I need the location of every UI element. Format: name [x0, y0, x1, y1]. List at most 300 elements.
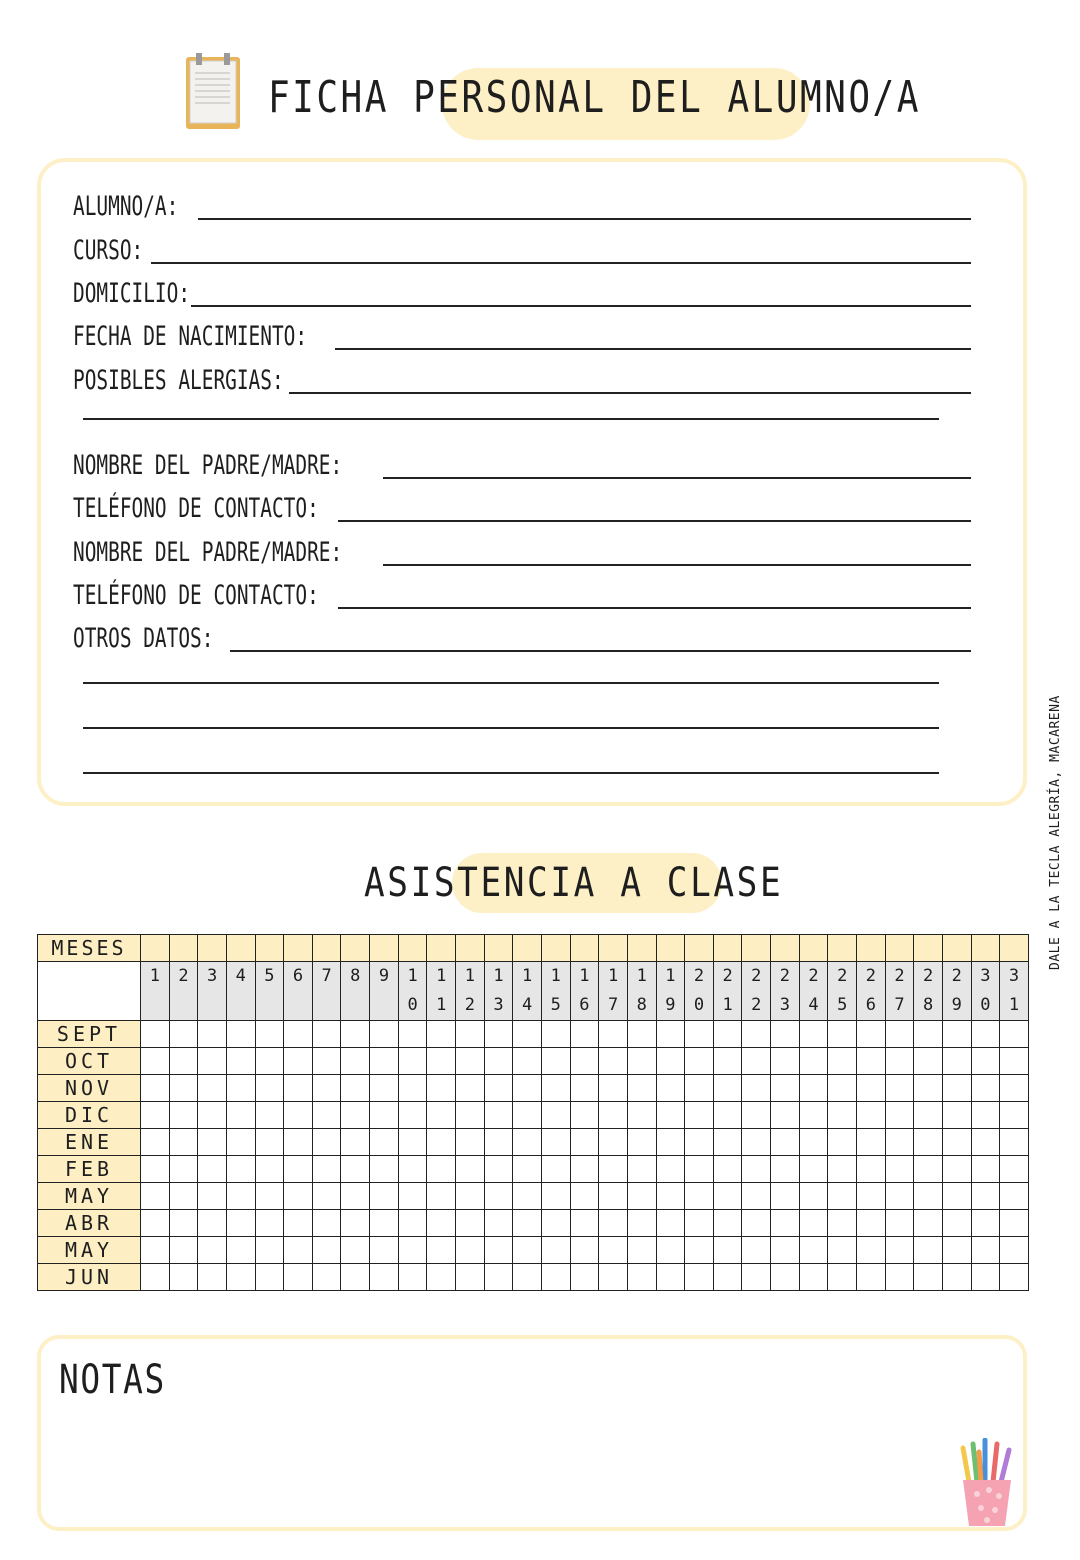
attendance-cell[interactable]: [971, 1264, 1000, 1291]
attendance-cell[interactable]: [284, 1264, 313, 1291]
attendance-cell[interactable]: [255, 1237, 284, 1264]
attendance-cell[interactable]: [255, 1048, 284, 1075]
attendance-cell[interactable]: [914, 1156, 943, 1183]
attendance-cell[interactable]: [427, 1183, 456, 1210]
attendance-cell[interactable]: [284, 1102, 313, 1129]
attendance-cell[interactable]: [627, 1264, 656, 1291]
attendance-cell[interactable]: [570, 1264, 599, 1291]
attendance-cell[interactable]: [226, 1156, 255, 1183]
attendance-cell[interactable]: [284, 1021, 313, 1048]
attendance-cell[interactable]: [885, 1048, 914, 1075]
attendance-cell[interactable]: [198, 1210, 227, 1237]
attendance-cell[interactable]: [971, 1129, 1000, 1156]
attendance-cell[interactable]: [828, 1021, 857, 1048]
field-line[interactable]: [383, 564, 971, 566]
attendance-cell[interactable]: [541, 1210, 570, 1237]
attendance-cell[interactable]: [828, 1075, 857, 1102]
attendance-cell[interactable]: [627, 1102, 656, 1129]
attendance-cell[interactable]: [742, 1129, 771, 1156]
attendance-cell[interactable]: [255, 1210, 284, 1237]
attendance-cell[interactable]: [713, 1102, 742, 1129]
attendance-cell[interactable]: [971, 1210, 1000, 1237]
attendance-cell[interactable]: [513, 1264, 542, 1291]
attendance-cell[interactable]: [1000, 1156, 1029, 1183]
attendance-cell[interactable]: [513, 1075, 542, 1102]
attendance-cell[interactable]: [742, 1021, 771, 1048]
attendance-cell[interactable]: [656, 1156, 685, 1183]
attendance-cell[interactable]: [370, 1129, 399, 1156]
attendance-cell[interactable]: [685, 1102, 714, 1129]
attendance-cell[interactable]: [885, 1183, 914, 1210]
attendance-cell[interactable]: [541, 1048, 570, 1075]
attendance-cell[interactable]: [198, 1156, 227, 1183]
attendance-cell[interactable]: [857, 1210, 886, 1237]
attendance-cell[interactable]: [570, 1156, 599, 1183]
attendance-cell[interactable]: [1000, 1048, 1029, 1075]
attendance-cell[interactable]: [914, 1264, 943, 1291]
attendance-cell[interactable]: [226, 1102, 255, 1129]
attendance-cell[interactable]: [885, 1210, 914, 1237]
attendance-cell[interactable]: [742, 1183, 771, 1210]
attendance-cell[interactable]: [1000, 1129, 1029, 1156]
attendance-cell[interactable]: [513, 1129, 542, 1156]
attendance-cell[interactable]: [427, 1237, 456, 1264]
attendance-cell[interactable]: [828, 1210, 857, 1237]
attendance-cell[interactable]: [771, 1156, 800, 1183]
attendance-cell[interactable]: [570, 1102, 599, 1129]
attendance-cell[interactable]: [599, 1129, 628, 1156]
attendance-cell[interactable]: [226, 1021, 255, 1048]
attendance-cell[interactable]: [398, 1183, 427, 1210]
attendance-cell[interactable]: [427, 1264, 456, 1291]
attendance-cell[interactable]: [370, 1210, 399, 1237]
attendance-cell[interactable]: [771, 1075, 800, 1102]
attendance-cell[interactable]: [341, 1048, 370, 1075]
blank-line[interactable]: [83, 772, 939, 774]
attendance-cell[interactable]: [484, 1102, 513, 1129]
attendance-cell[interactable]: [541, 1102, 570, 1129]
attendance-cell[interactable]: [656, 1048, 685, 1075]
attendance-cell[interactable]: [484, 1048, 513, 1075]
attendance-cell[interactable]: [226, 1237, 255, 1264]
attendance-cell[interactable]: [742, 1102, 771, 1129]
field-line[interactable]: [198, 218, 971, 220]
attendance-cell[interactable]: [685, 1237, 714, 1264]
attendance-cell[interactable]: [627, 1021, 656, 1048]
attendance-cell[interactable]: [427, 1075, 456, 1102]
field-line[interactable]: [230, 650, 971, 652]
attendance-cell[interactable]: [885, 1237, 914, 1264]
attendance-cell[interactable]: [713, 1156, 742, 1183]
attendance-cell[interactable]: [484, 1129, 513, 1156]
attendance-cell[interactable]: [885, 1021, 914, 1048]
attendance-cell[interactable]: [857, 1102, 886, 1129]
attendance-cell[interactable]: [284, 1048, 313, 1075]
attendance-cell[interactable]: [742, 1048, 771, 1075]
attendance-cell[interactable]: [914, 1183, 943, 1210]
attendance-cell[interactable]: [656, 1102, 685, 1129]
attendance-cell[interactable]: [312, 1237, 341, 1264]
attendance-cell[interactable]: [484, 1210, 513, 1237]
attendance-cell[interactable]: [456, 1237, 485, 1264]
attendance-cell[interactable]: [942, 1075, 971, 1102]
attendance-cell[interactable]: [713, 1183, 742, 1210]
attendance-cell[interactable]: [685, 1183, 714, 1210]
attendance-cell[interactable]: [599, 1021, 628, 1048]
attendance-cell[interactable]: [255, 1156, 284, 1183]
attendance-cell[interactable]: [456, 1075, 485, 1102]
attendance-cell[interactable]: [198, 1264, 227, 1291]
attendance-cell[interactable]: [627, 1129, 656, 1156]
blank-line[interactable]: [83, 418, 939, 420]
attendance-cell[interactable]: [713, 1210, 742, 1237]
attendance-cell[interactable]: [742, 1237, 771, 1264]
attendance-cell[interactable]: [541, 1075, 570, 1102]
attendance-cell[interactable]: [771, 1129, 800, 1156]
attendance-cell[interactable]: [427, 1156, 456, 1183]
attendance-cell[interactable]: [513, 1156, 542, 1183]
attendance-cell[interactable]: [570, 1237, 599, 1264]
attendance-cell[interactable]: [627, 1075, 656, 1102]
attendance-cell[interactable]: [312, 1156, 341, 1183]
attendance-cell[interactable]: [971, 1102, 1000, 1129]
attendance-cell[interactable]: [456, 1183, 485, 1210]
attendance-cell[interactable]: [914, 1129, 943, 1156]
attendance-cell[interactable]: [169, 1102, 198, 1129]
attendance-cell[interactable]: [427, 1129, 456, 1156]
field-line[interactable]: [191, 305, 971, 307]
attendance-cell[interactable]: [541, 1264, 570, 1291]
attendance-cell[interactable]: [799, 1129, 828, 1156]
attendance-cell[interactable]: [398, 1129, 427, 1156]
attendance-cell[interactable]: [284, 1129, 313, 1156]
attendance-cell[interactable]: [370, 1237, 399, 1264]
attendance-cell[interactable]: [685, 1156, 714, 1183]
attendance-cell[interactable]: [942, 1129, 971, 1156]
attendance-cell[interactable]: [599, 1183, 628, 1210]
attendance-cell[interactable]: [456, 1156, 485, 1183]
attendance-cell[interactable]: [541, 1129, 570, 1156]
attendance-cell[interactable]: [141, 1129, 170, 1156]
attendance-cell[interactable]: [771, 1048, 800, 1075]
notes-box[interactable]: [37, 1335, 1027, 1531]
attendance-cell[interactable]: [312, 1129, 341, 1156]
attendance-cell[interactable]: [198, 1048, 227, 1075]
attendance-cell[interactable]: [942, 1021, 971, 1048]
attendance-cell[interactable]: [398, 1102, 427, 1129]
attendance-cell[interactable]: [169, 1156, 198, 1183]
attendance-cell[interactable]: [656, 1129, 685, 1156]
attendance-cell[interactable]: [198, 1102, 227, 1129]
attendance-cell[interactable]: [857, 1237, 886, 1264]
attendance-cell[interactable]: [284, 1210, 313, 1237]
field-line[interactable]: [335, 348, 971, 350]
attendance-cell[interactable]: [857, 1021, 886, 1048]
attendance-cell[interactable]: [255, 1102, 284, 1129]
attendance-cell[interactable]: [914, 1237, 943, 1264]
attendance-cell[interactable]: [484, 1156, 513, 1183]
attendance-cell[interactable]: [398, 1048, 427, 1075]
attendance-cell[interactable]: [1000, 1183, 1029, 1210]
attendance-cell[interactable]: [971, 1183, 1000, 1210]
attendance-cell[interactable]: [169, 1210, 198, 1237]
attendance-cell[interactable]: [1000, 1210, 1029, 1237]
attendance-cell[interactable]: [169, 1048, 198, 1075]
attendance-cell[interactable]: [255, 1264, 284, 1291]
attendance-cell[interactable]: [427, 1102, 456, 1129]
attendance-cell[interactable]: [914, 1075, 943, 1102]
attendance-cell[interactable]: [885, 1129, 914, 1156]
attendance-cell[interactable]: [1000, 1102, 1029, 1129]
attendance-cell[interactable]: [971, 1156, 1000, 1183]
attendance-cell[interactable]: [857, 1048, 886, 1075]
attendance-cell[interactable]: [484, 1075, 513, 1102]
attendance-cell[interactable]: [942, 1156, 971, 1183]
attendance-cell[interactable]: [885, 1156, 914, 1183]
attendance-cell[interactable]: [857, 1183, 886, 1210]
attendance-cell[interactable]: [541, 1183, 570, 1210]
attendance-cell[interactable]: [713, 1237, 742, 1264]
attendance-cell[interactable]: [570, 1021, 599, 1048]
attendance-cell[interactable]: [284, 1183, 313, 1210]
attendance-cell[interactable]: [341, 1264, 370, 1291]
attendance-cell[interactable]: [971, 1237, 1000, 1264]
attendance-cell[interactable]: [169, 1021, 198, 1048]
attendance-cell[interactable]: [771, 1183, 800, 1210]
attendance-cell[interactable]: [513, 1237, 542, 1264]
attendance-cell[interactable]: [341, 1210, 370, 1237]
attendance-cell[interactable]: [914, 1021, 943, 1048]
field-line[interactable]: [151, 262, 971, 264]
attendance-cell[interactable]: [771, 1210, 800, 1237]
attendance-cell[interactable]: [627, 1210, 656, 1237]
attendance-cell[interactable]: [312, 1075, 341, 1102]
attendance-cell[interactable]: [627, 1183, 656, 1210]
attendance-cell[interactable]: [713, 1075, 742, 1102]
attendance-cell[interactable]: [828, 1129, 857, 1156]
attendance-cell[interactable]: [169, 1183, 198, 1210]
attendance-cell[interactable]: [971, 1075, 1000, 1102]
attendance-cell[interactable]: [341, 1183, 370, 1210]
attendance-cell[interactable]: [398, 1156, 427, 1183]
attendance-cell[interactable]: [857, 1129, 886, 1156]
attendance-cell[interactable]: [656, 1021, 685, 1048]
attendance-cell[interactable]: [312, 1264, 341, 1291]
attendance-cell[interactable]: [370, 1102, 399, 1129]
attendance-cell[interactable]: [942, 1264, 971, 1291]
attendance-cell[interactable]: [141, 1021, 170, 1048]
attendance-cell[interactable]: [799, 1183, 828, 1210]
attendance-cell[interactable]: [484, 1264, 513, 1291]
attendance-cell[interactable]: [513, 1021, 542, 1048]
attendance-cell[interactable]: [627, 1156, 656, 1183]
attendance-cell[interactable]: [141, 1264, 170, 1291]
attendance-cell[interactable]: [226, 1075, 255, 1102]
attendance-cell[interactable]: [599, 1075, 628, 1102]
attendance-cell[interactable]: [942, 1237, 971, 1264]
field-line[interactable]: [289, 392, 971, 394]
attendance-cell[interactable]: [312, 1021, 341, 1048]
attendance-cell[interactable]: [771, 1102, 800, 1129]
attendance-cell[interactable]: [627, 1237, 656, 1264]
attendance-cell[interactable]: [484, 1021, 513, 1048]
attendance-cell[interactable]: [570, 1075, 599, 1102]
attendance-cell[interactable]: [656, 1264, 685, 1291]
attendance-cell[interactable]: [513, 1102, 542, 1129]
attendance-cell[interactable]: [370, 1075, 399, 1102]
attendance-cell[interactable]: [541, 1021, 570, 1048]
attendance-cell[interactable]: [141, 1075, 170, 1102]
attendance-cell[interactable]: [942, 1048, 971, 1075]
attendance-cell[interactable]: [685, 1048, 714, 1075]
attendance-cell[interactable]: [141, 1156, 170, 1183]
field-line[interactable]: [338, 520, 971, 522]
attendance-cell[interactable]: [255, 1183, 284, 1210]
attendance-cell[interactable]: [513, 1048, 542, 1075]
attendance-cell[interactable]: [141, 1183, 170, 1210]
attendance-cell[interactable]: [427, 1021, 456, 1048]
attendance-cell[interactable]: [742, 1156, 771, 1183]
attendance-cell[interactable]: [141, 1237, 170, 1264]
attendance-cell[interactable]: [198, 1183, 227, 1210]
attendance-cell[interactable]: [627, 1048, 656, 1075]
attendance-cell[interactable]: [599, 1264, 628, 1291]
attendance-cell[interactable]: [942, 1102, 971, 1129]
attendance-cell[interactable]: [828, 1102, 857, 1129]
attendance-cell[interactable]: [771, 1021, 800, 1048]
attendance-cell[interactable]: [685, 1075, 714, 1102]
attendance-cell[interactable]: [828, 1264, 857, 1291]
attendance-cell[interactable]: [370, 1021, 399, 1048]
attendance-cell[interactable]: [828, 1156, 857, 1183]
attendance-cell[interactable]: [685, 1021, 714, 1048]
attendance-cell[interactable]: [456, 1264, 485, 1291]
field-line[interactable]: [383, 477, 971, 479]
attendance-cell[interactable]: [570, 1183, 599, 1210]
attendance-cell[interactable]: [541, 1156, 570, 1183]
attendance-cell[interactable]: [1000, 1264, 1029, 1291]
attendance-cell[interactable]: [799, 1156, 828, 1183]
attendance-cell[interactable]: [799, 1048, 828, 1075]
attendance-cell[interactable]: [799, 1237, 828, 1264]
attendance-cell[interactable]: [885, 1264, 914, 1291]
attendance-cell[interactable]: [198, 1129, 227, 1156]
attendance-cell[interactable]: [284, 1156, 313, 1183]
attendance-cell[interactable]: [857, 1156, 886, 1183]
attendance-cell[interactable]: [255, 1075, 284, 1102]
attendance-cell[interactable]: [914, 1048, 943, 1075]
attendance-cell[interactable]: [857, 1264, 886, 1291]
attendance-cell[interactable]: [656, 1210, 685, 1237]
attendance-cell[interactable]: [742, 1264, 771, 1291]
attendance-cell[interactable]: [685, 1129, 714, 1156]
attendance-cell[interactable]: [1000, 1021, 1029, 1048]
attendance-cell[interactable]: [198, 1021, 227, 1048]
attendance-cell[interactable]: [312, 1102, 341, 1129]
attendance-cell[interactable]: [370, 1048, 399, 1075]
attendance-cell[interactable]: [427, 1210, 456, 1237]
attendance-cell[interactable]: [169, 1264, 198, 1291]
attendance-cell[interactable]: [799, 1102, 828, 1129]
attendance-cell[interactable]: [599, 1210, 628, 1237]
attendance-cell[interactable]: [341, 1021, 370, 1048]
attendance-cell[interactable]: [484, 1183, 513, 1210]
attendance-cell[interactable]: [828, 1237, 857, 1264]
attendance-cell[interactable]: [685, 1264, 714, 1291]
field-line[interactable]: [338, 607, 971, 609]
attendance-cell[interactable]: [226, 1264, 255, 1291]
attendance-cell[interactable]: [141, 1210, 170, 1237]
attendance-cell[interactable]: [799, 1210, 828, 1237]
attendance-cell[interactable]: [255, 1021, 284, 1048]
attendance-cell[interactable]: [341, 1237, 370, 1264]
attendance-cell[interactable]: [226, 1183, 255, 1210]
attendance-cell[interactable]: [1000, 1075, 1029, 1102]
attendance-cell[interactable]: [799, 1075, 828, 1102]
attendance-cell[interactable]: [312, 1210, 341, 1237]
attendance-cell[interactable]: [541, 1237, 570, 1264]
attendance-cell[interactable]: [656, 1183, 685, 1210]
attendance-cell[interactable]: [198, 1237, 227, 1264]
attendance-cell[interactable]: [284, 1075, 313, 1102]
attendance-cell[interactable]: [971, 1048, 1000, 1075]
attendance-cell[interactable]: [570, 1210, 599, 1237]
attendance-cell[interactable]: [885, 1075, 914, 1102]
attendance-cell[interactable]: [942, 1183, 971, 1210]
attendance-cell[interactable]: [713, 1264, 742, 1291]
attendance-cell[interactable]: [914, 1102, 943, 1129]
attendance-cell[interactable]: [370, 1183, 399, 1210]
attendance-cell[interactable]: [226, 1129, 255, 1156]
attendance-cell[interactable]: [1000, 1237, 1029, 1264]
attendance-cell[interactable]: [942, 1210, 971, 1237]
attendance-cell[interactable]: [857, 1075, 886, 1102]
attendance-cell[interactable]: [799, 1264, 828, 1291]
attendance-cell[interactable]: [513, 1183, 542, 1210]
attendance-cell[interactable]: [226, 1210, 255, 1237]
attendance-cell[interactable]: [312, 1183, 341, 1210]
attendance-cell[interactable]: [685, 1210, 714, 1237]
attendance-cell[interactable]: [169, 1075, 198, 1102]
attendance-cell[interactable]: [885, 1102, 914, 1129]
attendance-cell[interactable]: [456, 1129, 485, 1156]
attendance-cell[interactable]: [828, 1183, 857, 1210]
attendance-cell[interactable]: [370, 1156, 399, 1183]
attendance-cell[interactable]: [398, 1210, 427, 1237]
attendance-cell[interactable]: [341, 1156, 370, 1183]
attendance-cell[interactable]: [771, 1237, 800, 1264]
attendance-cell[interactable]: [713, 1021, 742, 1048]
blank-line[interactable]: [83, 682, 939, 684]
attendance-cell[interactable]: [599, 1102, 628, 1129]
attendance-cell[interactable]: [570, 1129, 599, 1156]
attendance-cell[interactable]: [398, 1075, 427, 1102]
attendance-cell[interactable]: [742, 1075, 771, 1102]
attendance-cell[interactable]: [599, 1237, 628, 1264]
attendance-cell[interactable]: [513, 1210, 542, 1237]
attendance-cell[interactable]: [456, 1102, 485, 1129]
attendance-cell[interactable]: [456, 1210, 485, 1237]
attendance-cell[interactable]: [599, 1048, 628, 1075]
attendance-cell[interactable]: [398, 1264, 427, 1291]
attendance-cell[interactable]: [828, 1048, 857, 1075]
attendance-cell[interactable]: [456, 1048, 485, 1075]
blank-line[interactable]: [83, 727, 939, 729]
attendance-cell[interactable]: [456, 1021, 485, 1048]
attendance-cell[interactable]: [255, 1129, 284, 1156]
attendance-cell[interactable]: [141, 1102, 170, 1129]
attendance-cell[interactable]: [312, 1048, 341, 1075]
